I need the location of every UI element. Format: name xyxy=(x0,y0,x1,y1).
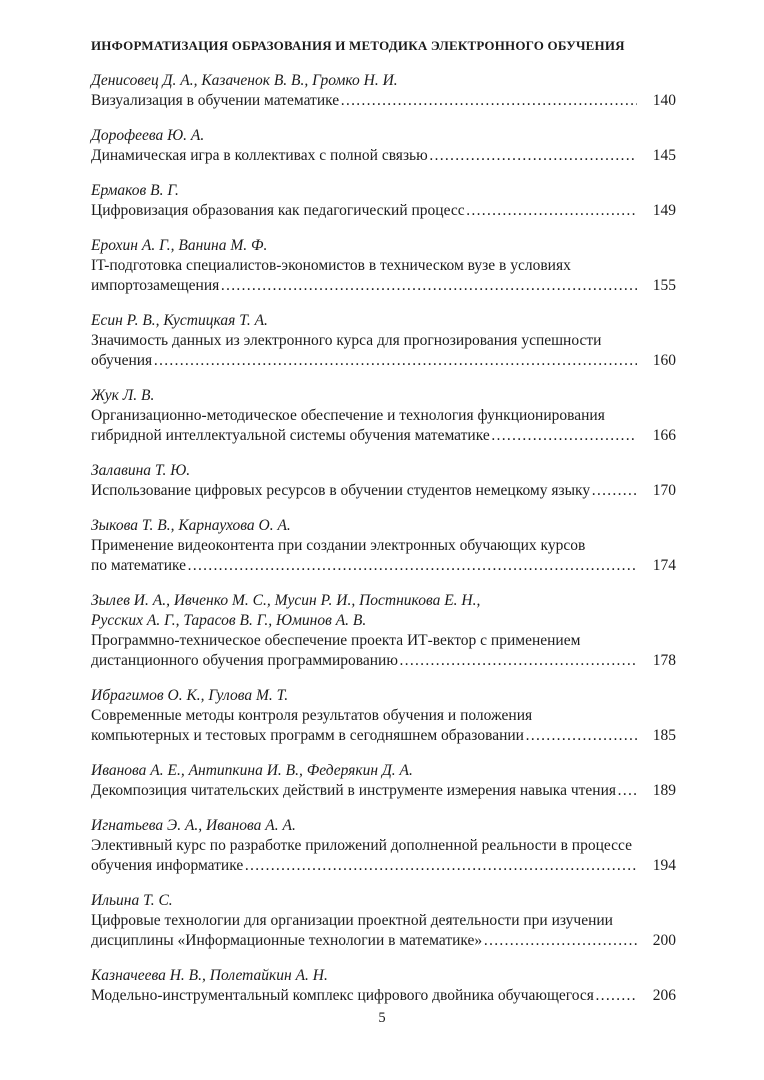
entry-leader-row xyxy=(91,856,676,876)
entry-title: компьютерных и тестовых программ в сегодняшнем образовании xyxy=(91,727,524,744)
dot-leader xyxy=(483,931,637,951)
entry-title: дистанционного обучения программированию xyxy=(91,652,398,669)
entry-authors xyxy=(91,461,676,481)
entry-leader-row xyxy=(91,351,676,371)
entry-author-line: Казначеева Н. В., Полетайкин А. Н. xyxy=(91,967,328,984)
toc-entry xyxy=(91,891,676,951)
entry-leader-row xyxy=(91,781,676,801)
entry-page-number: 145 xyxy=(652,147,676,164)
entry-title-lines xyxy=(91,536,676,556)
entry-author-line: Русских А. Г., Тарасов В. Г., Юминов А. В. xyxy=(91,612,367,629)
toc-entry xyxy=(91,516,676,576)
entry-leader-row xyxy=(91,426,676,446)
entry-title: по математике xyxy=(91,557,187,574)
entry-title-line: Применение видеоконтента при создании электронных обучающих курсов xyxy=(91,537,586,554)
toc-list xyxy=(91,71,676,1006)
entry-page-number: 140 xyxy=(652,92,676,109)
toc-entry xyxy=(91,236,676,296)
entry-author-line: Зыкова Т. В., Карнаухова О. А. xyxy=(91,517,291,534)
entry-title-lines xyxy=(91,331,676,351)
entry-authors xyxy=(91,686,676,706)
entry-leader-row xyxy=(91,651,676,671)
entry-page-number: 185 xyxy=(652,727,676,744)
entry-title-lines xyxy=(91,406,676,426)
entry-author-line: Зылев И. А., Ивченко М. С., Мусин Р. И., Постникова Е. Н., xyxy=(91,592,481,609)
page-number-footer: 5 xyxy=(378,1010,386,1026)
entry-title-line: Программно-техническое обеспечение проекта ИТ-вектор с применением xyxy=(91,632,581,649)
toc-entry xyxy=(91,71,676,111)
entry-title-lines xyxy=(91,631,676,651)
toc-entry xyxy=(91,181,676,221)
dot-leader xyxy=(187,556,637,576)
section-header: ИНФОРМАТИЗАЦИЯ ОБРАЗОВАНИЯ И МЕТОДИКА ЭЛЕКТРОННОГО ОБУЧЕНИЯ xyxy=(91,38,625,53)
entry-leader-row xyxy=(91,726,676,746)
entry-authors xyxy=(91,891,676,911)
dot-leader xyxy=(340,91,637,111)
entry-title: импортозамещения xyxy=(91,277,220,294)
entry-authors xyxy=(91,181,676,201)
entry-author-line: Игнатьева Э. А., Иванова А. А. xyxy=(91,817,296,834)
entry-title-line: Элективный курс по разработке приложений дополненной реальности в процессе xyxy=(91,837,632,854)
dot-leader xyxy=(244,856,637,876)
toc-entry xyxy=(91,461,676,501)
entry-title-lines xyxy=(91,706,676,726)
entry-title: Цифровизация образования как педагогический процесс xyxy=(91,202,465,219)
dot-leader xyxy=(153,351,637,371)
entry-title: обучения информатике xyxy=(91,857,244,874)
entry-author-line: Иванова А. Е., Антипкина И. В., Федерякин Д. А. xyxy=(91,762,413,779)
toc-entry xyxy=(91,311,676,371)
entry-leader-row xyxy=(91,931,676,951)
entry-leader-row xyxy=(91,481,676,501)
entry-authors xyxy=(91,71,676,91)
entry-page-number: 160 xyxy=(652,352,676,369)
entry-authors xyxy=(91,386,676,406)
entry-title: обучения xyxy=(91,352,153,369)
entry-author-line: Ильина Т. С. xyxy=(91,892,173,909)
entry-authors xyxy=(91,516,676,536)
entry-authors xyxy=(91,761,676,781)
entry-author-line: Ерохин А. Г., Ванина М. Ф. xyxy=(91,237,268,254)
entry-title: гибридной интеллектуальной системы обучения математике xyxy=(91,427,490,444)
entry-leader-row xyxy=(91,276,676,296)
entry-leader-row xyxy=(91,201,676,221)
entry-page-number: 178 xyxy=(652,652,676,669)
entry-authors xyxy=(91,126,676,146)
toc-entry xyxy=(91,966,676,1006)
dot-leader xyxy=(429,146,637,166)
dot-leader xyxy=(591,481,637,501)
entry-title: дисциплины «Информационные технологии в математике» xyxy=(91,932,483,949)
toc-entry xyxy=(91,386,676,446)
entry-author-line: Денисовец Д. А., Казаченок В. В., Громко Н. И. xyxy=(91,72,398,89)
entry-page-number: 189 xyxy=(652,782,676,799)
toc-entry xyxy=(91,126,676,166)
toc-entry xyxy=(91,761,676,801)
entry-author-line: Залавина Т. Ю. xyxy=(91,462,191,479)
entry-title-lines xyxy=(91,911,676,931)
entry-leader-row xyxy=(91,556,676,576)
entry-page-number: 155 xyxy=(652,277,676,294)
entry-authors xyxy=(91,966,676,986)
entry-author-line: Ермаков В. Г. xyxy=(91,182,179,199)
entry-author-line: Есин Р. В., Кустицкая Т. А. xyxy=(91,312,268,329)
entry-title-line: Современные методы контроля результатов обучения и положения xyxy=(91,707,533,724)
toc-entry xyxy=(91,816,676,876)
entry-title: Модельно-инструментальный комплекс цифрового двойника обучающегося xyxy=(91,987,594,1004)
entry-authors xyxy=(91,311,676,331)
entry-authors xyxy=(91,816,676,836)
entry-page-number: 194 xyxy=(652,857,676,874)
entry-page-number: 170 xyxy=(652,482,676,499)
entry-leader-row xyxy=(91,91,676,111)
entry-page-number: 200 xyxy=(652,932,676,949)
entry-author-line: Жук Л. В. xyxy=(91,387,155,404)
dot-leader xyxy=(525,726,637,746)
entry-title-line: Значимость данных из электронного курса для прогнозирования успешности xyxy=(91,332,602,349)
entry-leader-row xyxy=(91,986,676,1006)
entry-author-line: Ибрагимов О. К., Гулова М. Т. xyxy=(91,687,289,704)
entry-title: Динамическая игра в коллективах с полной связью xyxy=(91,147,428,164)
toc-entry xyxy=(91,591,676,671)
toc-entry xyxy=(91,686,676,746)
entry-title: Декомпозиция читательских действий в инструменте измерения навыка чтения xyxy=(91,782,616,799)
dot-leader xyxy=(595,986,637,1006)
entry-title-lines xyxy=(91,836,676,856)
entry-title-lines xyxy=(91,256,676,276)
entry-leader-row xyxy=(91,146,676,166)
entry-page-number: 174 xyxy=(652,557,676,574)
dot-leader xyxy=(220,276,637,296)
entry-title-line: Цифровые технологии для организации проектной деятельности при изучении xyxy=(91,912,613,929)
entry-authors xyxy=(91,591,676,631)
dot-leader xyxy=(399,651,637,671)
entry-title: Использование цифровых ресурсов в обучении студентов немецкому языку xyxy=(91,482,591,499)
dot-leader xyxy=(617,781,637,801)
entry-title-line: IT-подготовка специалистов-экономистов в техническом вузе в условиях xyxy=(91,257,571,274)
entry-authors xyxy=(91,236,676,256)
entry-page-number: 206 xyxy=(652,987,676,1004)
entry-author-line: Дорофеева Ю. А. xyxy=(91,127,205,144)
entry-page-number: 166 xyxy=(652,427,676,444)
dot-leader xyxy=(491,426,637,446)
entry-title-line: Организационно-методическое обеспечение и технология функционирования xyxy=(91,407,605,424)
dot-leader xyxy=(466,201,637,221)
entry-page-number: 149 xyxy=(652,202,676,219)
entry-title: Визуализация в обучении математике xyxy=(91,92,340,109)
